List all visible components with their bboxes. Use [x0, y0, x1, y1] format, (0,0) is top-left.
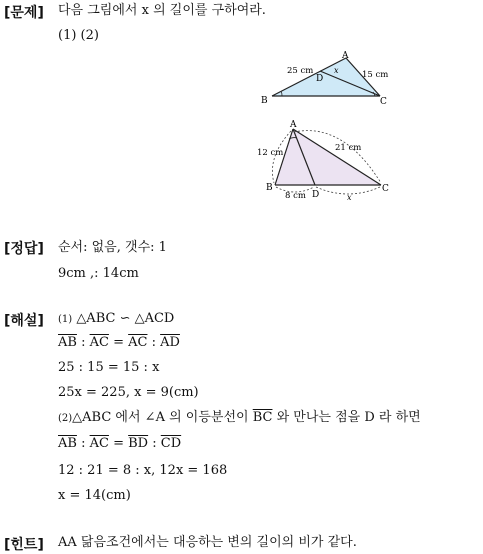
solution-line-3: 25 : 15 = 15 : x — [58, 360, 160, 375]
hint-label: [힌트] — [4, 537, 44, 553]
bisector-text-b: 와 만나는 점을 D 라 하면 — [272, 410, 421, 425]
fig2-len-ac: 21 cm — [335, 143, 362, 153]
answer-line-1: 순서: 없음, 갯수: 1 — [58, 240, 167, 255]
solution-line-2 — [58, 335, 180, 351]
answer-label: [정답] — [4, 241, 44, 257]
fig2-label-a: A — [290, 120, 297, 130]
segment-cd: $\overline{CD}$ — [160, 436, 182, 451]
solution-line-5 — [58, 410, 421, 427]
ratio-sep: : — [76, 335, 90, 350]
fig2-label-b: B — [266, 183, 273, 193]
fig1-label-b: B — [261, 96, 268, 106]
segment-ac: $\overline{AC}$ — [89, 436, 109, 451]
fig2-len-x: x — [347, 193, 352, 202]
solution-line-8: x = 14(cm) — [58, 488, 131, 503]
hint-text: AA 닮음조건에서는 대응하는 변의 길이의 비가 같다. — [58, 535, 357, 550]
fig1-label-a: A — [342, 51, 349, 61]
fig1-len-x: x — [334, 66, 339, 75]
problem-parts: (1) (2) — [58, 28, 99, 43]
equals-sign: = — [108, 335, 129, 350]
segment-ac: $\overline{AC}$ — [128, 335, 148, 350]
fig2-label-d: D — [312, 190, 320, 200]
ratio-sep: : — [147, 335, 161, 350]
fig1-len-ab: 25 cm — [287, 66, 314, 76]
figure-2 — [253, 117, 393, 202]
solution-line-6 — [58, 436, 181, 452]
segment-ac: $\overline{AC}$ — [89, 335, 109, 350]
solution-label: [해설] — [4, 313, 44, 329]
fig1-len-ac: 15 cm — [362, 70, 389, 80]
fig2-len-bd: 8 cm — [285, 191, 306, 201]
segment-ad: $\overline{AD}$ — [160, 335, 180, 350]
solution-line-4: 25x = 225, x = 9(cm) — [58, 385, 199, 400]
solution-line-7: 12 : 21 = 8 : x, 12x = 168 — [58, 463, 228, 478]
equals-sign: = — [108, 436, 129, 451]
answer-line-2: 9cm ,: 14cm — [58, 266, 139, 281]
ratio-sep: : — [148, 436, 161, 451]
segment-bd: $\overline{BD}$ — [128, 436, 149, 451]
fig1-label-c: C — [380, 97, 387, 107]
bisector-text-a: △ABC 에서 ∠A 의 이등분선이 — [72, 410, 253, 425]
fig2-len-ab: 12 cm — [257, 148, 284, 158]
step-number-1: (1) — [58, 314, 73, 325]
problem-label: [문제] — [4, 5, 44, 21]
figure-1 — [258, 50, 393, 110]
fig1-label-d: D — [316, 74, 324, 84]
segment-ab: $\overline{AB}$ — [58, 436, 77, 451]
ratio-sep: : — [76, 436, 90, 451]
step-number-2: (2) — [58, 413, 73, 424]
similarity-statement: △ABC ∽ △ACD — [76, 311, 175, 326]
segment-bc: $\overline{BC}$ — [252, 410, 273, 425]
solution-line-1 — [58, 311, 174, 328]
fig2-label-c: C — [382, 184, 389, 194]
problem-question: 다음 그림에서 x 의 길이를 구하여라. — [58, 3, 266, 18]
segment-ab: $\overline{AB}$ — [58, 335, 77, 350]
